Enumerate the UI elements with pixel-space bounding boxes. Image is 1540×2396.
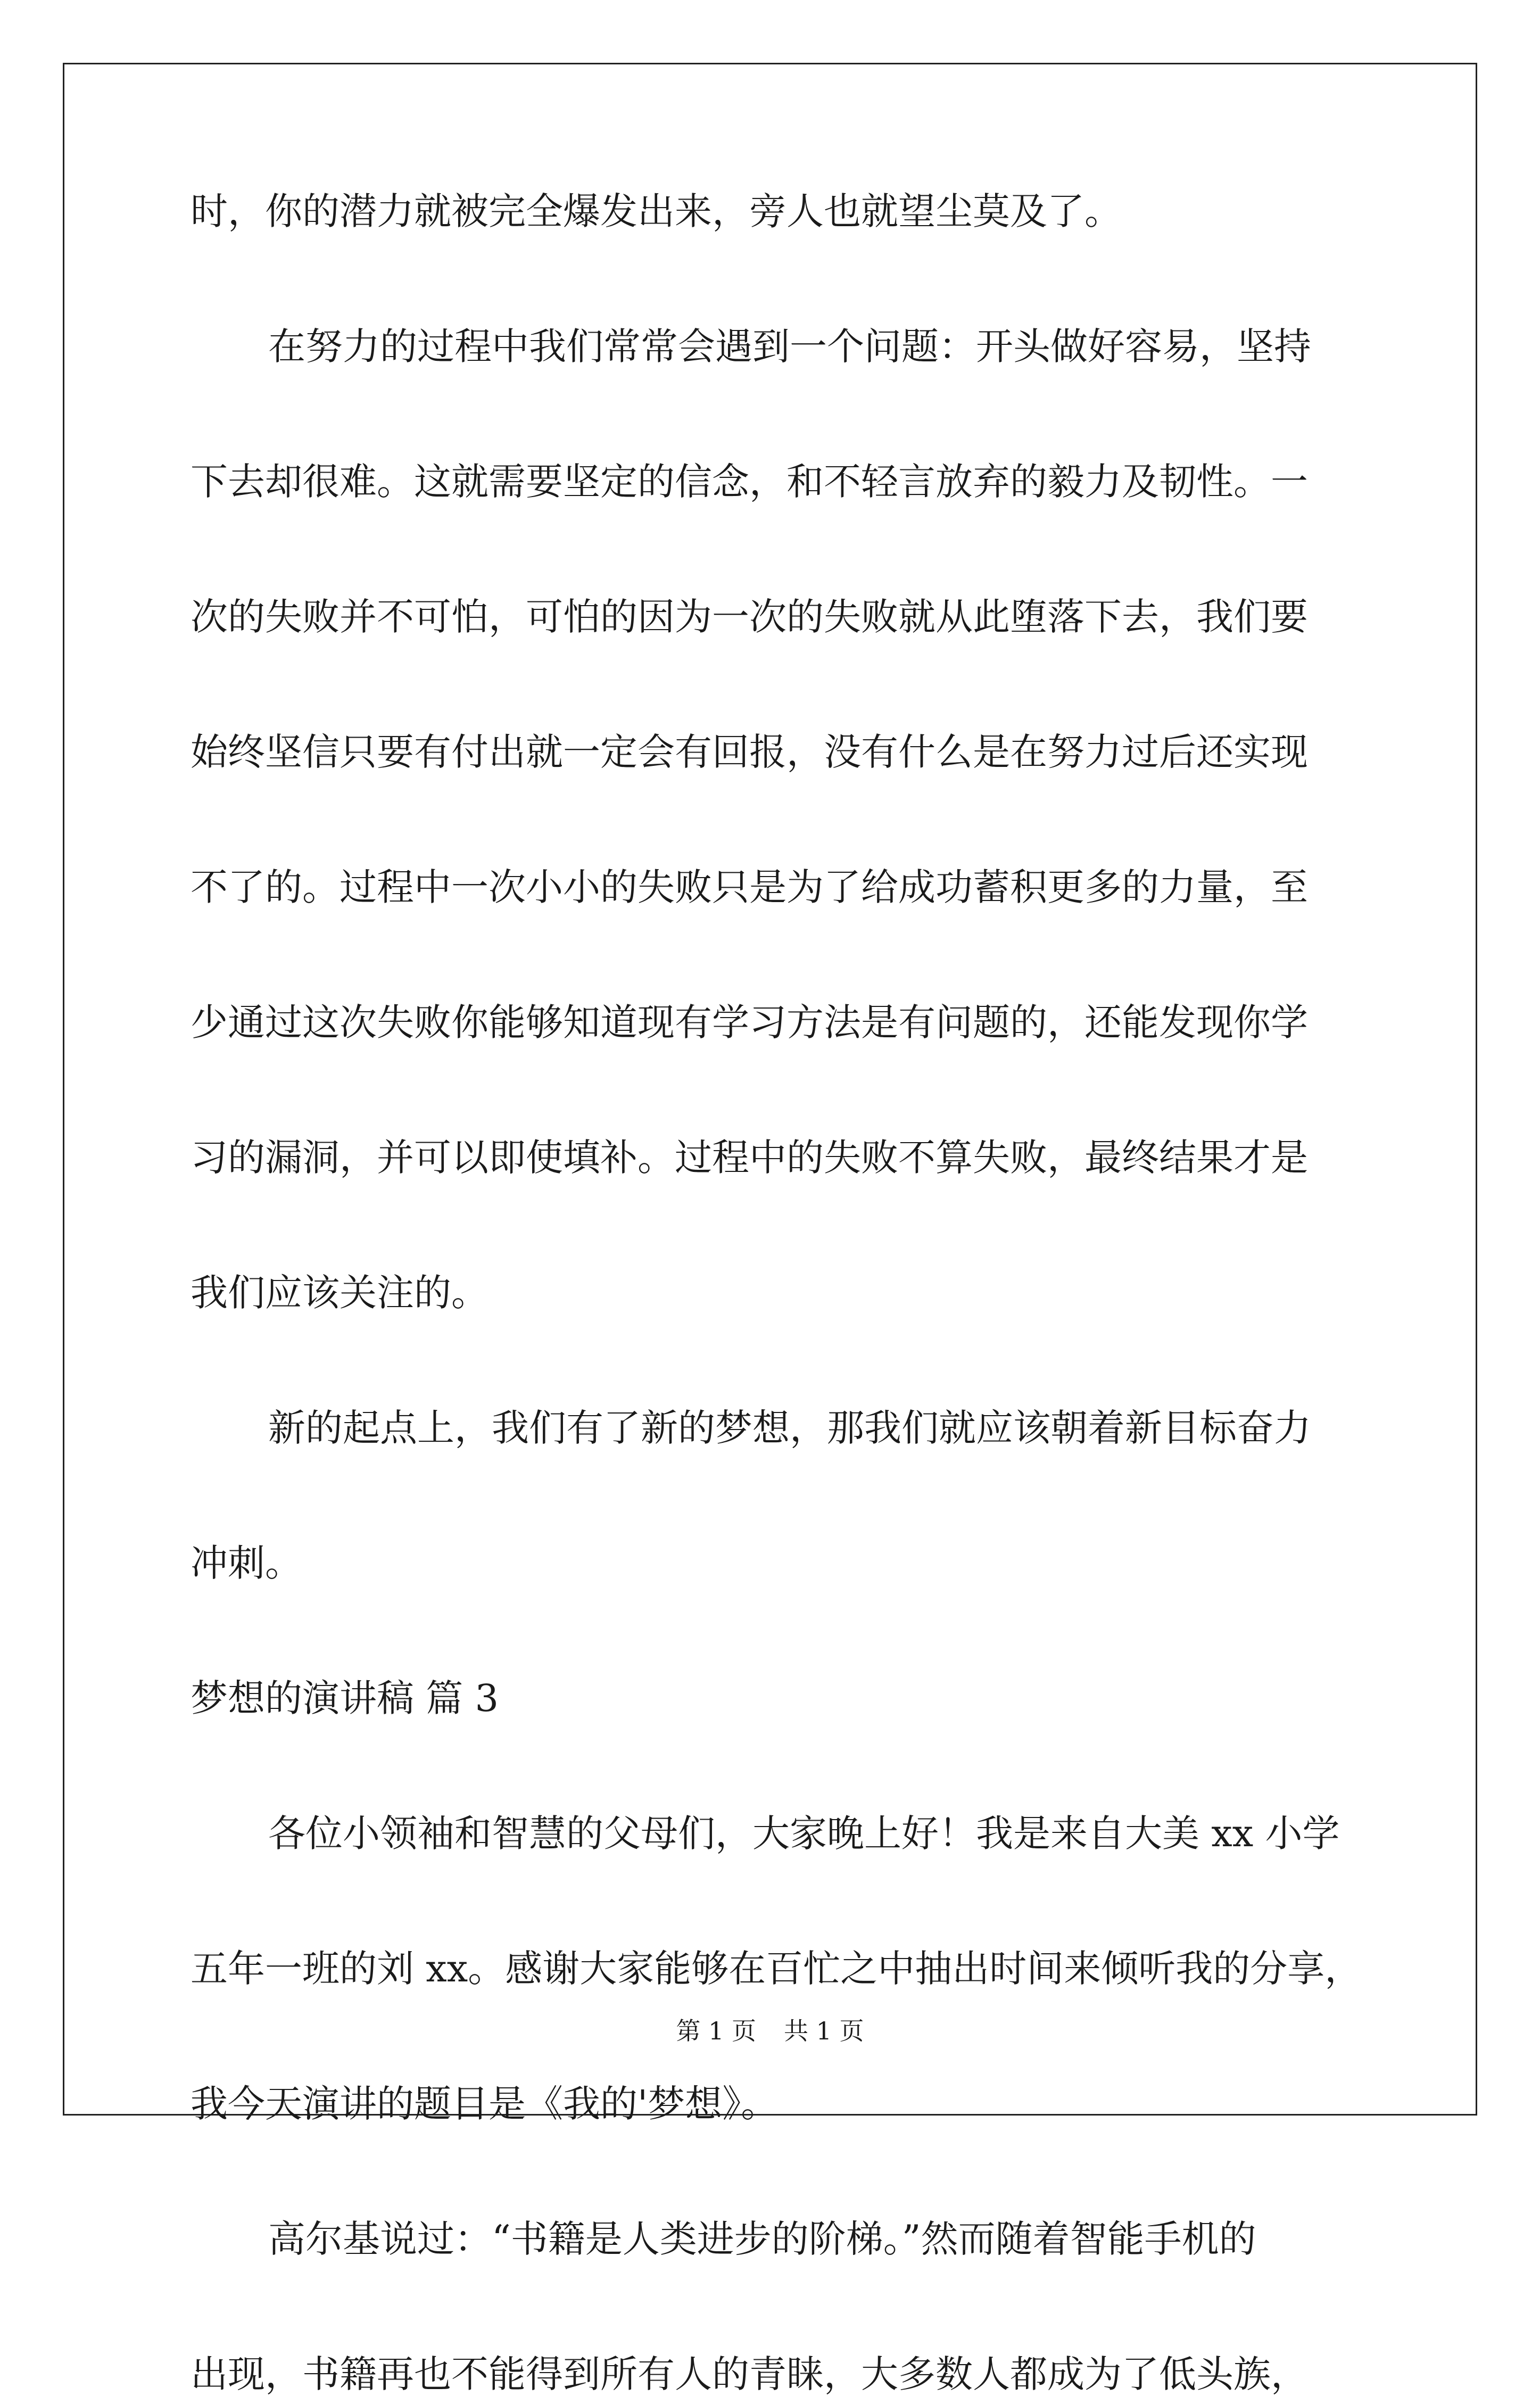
- text-line: 少通过这次失败你能够知道现有学习方法是有问题的，还能发现你学: [191, 1001, 1308, 1044]
- text-line: 习的漏洞，并可以即使填补。过程中的失败不算失败，最终结果才是: [191, 1136, 1308, 1179]
- text-line: 我今天演讲的题目是《我的'梦想》。: [191, 2082, 779, 2126]
- text-line: 出现，书籍再也不能得到所有人的青睐，大多数人都成为了低头族，: [191, 2352, 1308, 2396]
- text-line: 始终坚信只要有付出就一定会有回报，没有什么是在努力过后还实现: [191, 730, 1308, 774]
- text-line: 不了的。过程中一次小小的失败只是为了给成功蓄积更多的力量，至: [191, 865, 1308, 909]
- text-line: 下去却很难。这就需要坚定的信念，和不轻言放弃的毅力及韧性。一: [191, 460, 1308, 503]
- paragraph-start-line: 各位小领袖和智慧的父母们，大家晚上好！我是来自大美 xx 小学: [268, 1812, 1340, 1855]
- document-body: [191, 189, 1362, 2396]
- page-total: 共 1 页: [784, 2017, 864, 2045]
- page-number: 第 1 页: [676, 2017, 756, 2045]
- section-heading: 梦想的演讲稿 篇 3: [191, 1676, 499, 1720]
- page-footer: [0, 2018, 1540, 2044]
- text-line: 时，你的潜力就被完全爆发出来，旁人也就望尘莫及了。: [191, 189, 1122, 233]
- text-line: 冲刺。: [191, 1541, 302, 1585]
- paragraph-start-line: 高尔基说过：“书籍是人类进步的阶梯。”然而随着智能手机的: [268, 2217, 1256, 2261]
- paragraph-start-line: 在努力的过程中我们常常会遇到一个问题：开头做好容易，坚持: [268, 325, 1311, 368]
- text-line: 五年一班的刘 xx。感谢大家能够在百忙之中抽出时间来倾听我的分享，: [191, 1947, 1362, 1990]
- paragraph-start-line: 新的起点上，我们有了新的梦想，那我们就应该朝着新目标奋力: [268, 1406, 1311, 1450]
- text-line: 我们应该关注的。: [191, 1271, 489, 1315]
- text-line: 次的失败并不可怕，可怕的因为一次的失败就从此堕落下去，我们要: [191, 595, 1308, 639]
